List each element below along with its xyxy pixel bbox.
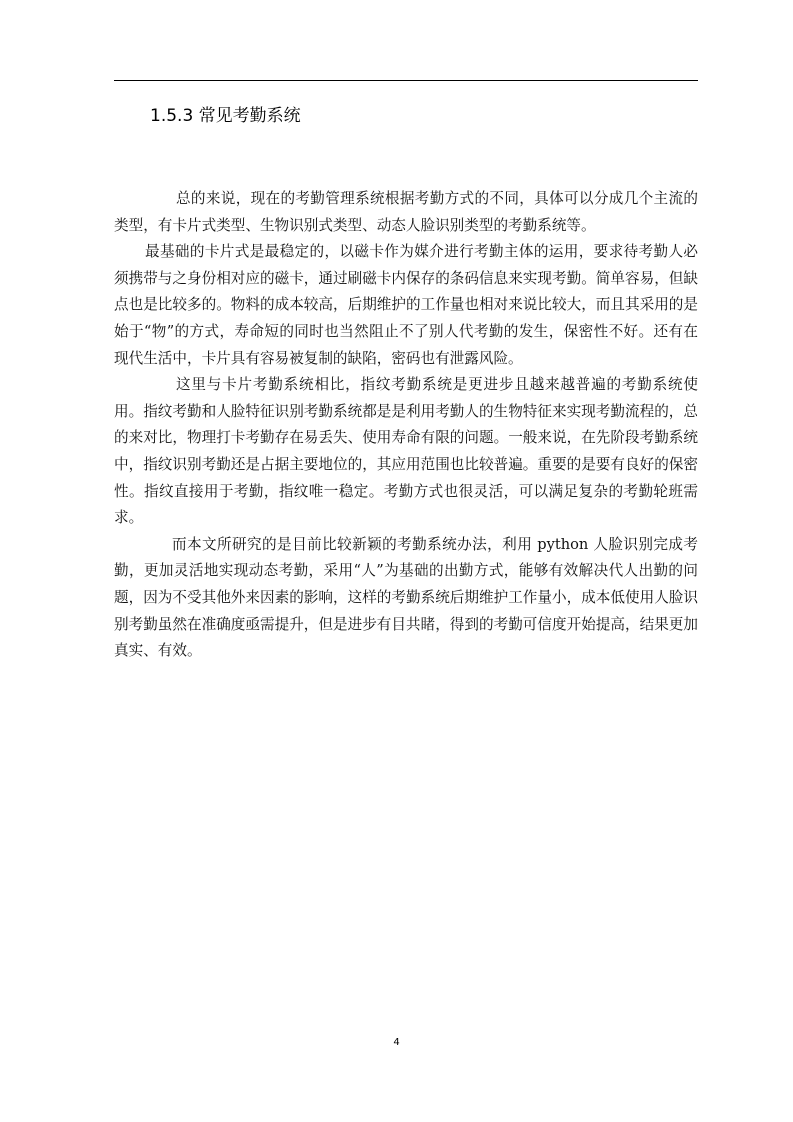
header-rule (114, 80, 698, 81)
paragraph-face-recognition-system: 而本文所研究的是目前比较新颖的考勤系统办法，利用 python 人脸识别完成考勤，更加灵活地实现动态考勤，采用“人”为基础的出勤方式，能够有效解决代人出勤的问题，因为不受其他外来因素的影响，这样的考勤系统后期维护工作量小，成本低使用人脸识别考勤虽然在准确度亟需提升，但是进步有目共睹，得到的考勤可信度开始提高，结果更加真实、有效。 (114, 535, 698, 660)
page-number: 4 (393, 1037, 400, 1048)
section-heading: 1.5.3 常见考勤系统 (150, 106, 301, 126)
paragraph-fingerprint-system: 这里与卡片考勤系统相比，指纹考勤系统是更进步且越来越普遍的考勤系统使用。指纹考勤和人脸特征识别考勤系统都是是利用考勤人的生物特征来实现考勤流程的，总的来对比，物理打卡考勤存在易丢失、使用寿命有限的问题。一般来说，在先阶段考勤系统中，指纹识别考勤还是占据主要地位的，其应用范围也比较普遍。重要的是要有良好的保密性。指纹直接用于考勤，指纹唯一稳定。考勤方式也很灵活，可以满足复杂的考勤轮班需求。 (114, 376, 698, 527)
body-text (114, 186, 698, 665)
paragraph-overview: 总的来说，现在的考勤管理系统根据考勤方式的不同，具体可以分成几个主流的类型，有卡片式类型、生物识别式类型、动态人脸识别类型的考勤系统等。 (114, 190, 698, 234)
paragraph-card-system: 最基础的卡片式是最稳定的，以磁卡作为媒介进行考勤主体的运用，要求待考勤人必须携带与之身份相对应的磁卡，通过刷磁卡内保存的条码信息来实现考勤。简单容易，但缺点也是比较多的。物料的成本较高，后期维护的工作量也相对来说比较大，而且其采用的是始于“物”的方式，寿命短的同时也当然阻止不了别人代考勤的发生，保密性不好。还有在现代生活中，卡片具有容易被复制的缺陷，密码也有泄露风险。 (114, 243, 698, 367)
